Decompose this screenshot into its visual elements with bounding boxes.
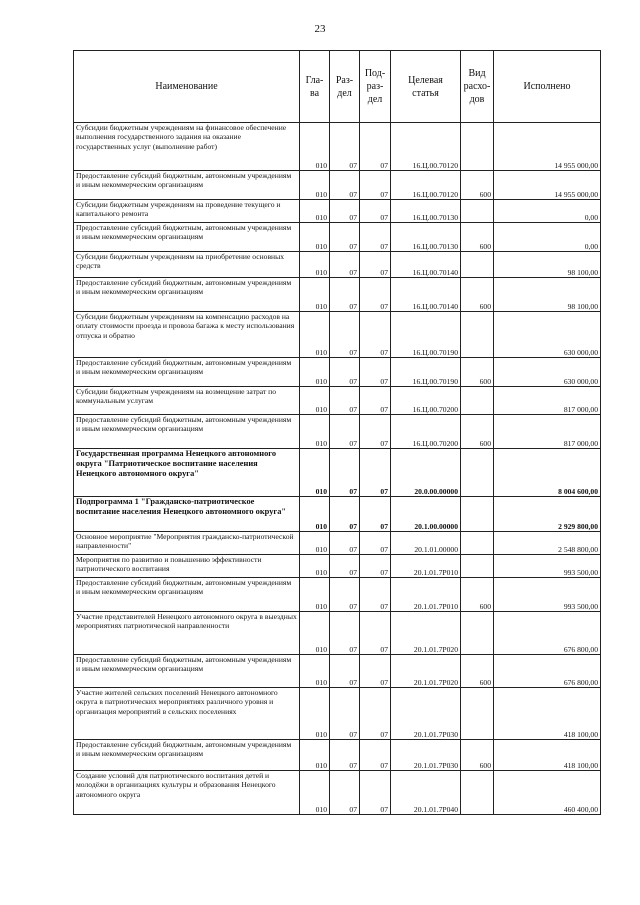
row-glava: 010 xyxy=(300,252,330,278)
row-target: 20.1.01.7Р010 xyxy=(391,555,461,578)
row-glava: 010 xyxy=(300,278,330,312)
header-vid: Вид расхо- дов xyxy=(461,51,494,123)
table-row xyxy=(74,771,601,815)
row-amount: 993 500,00 xyxy=(494,555,601,578)
row-glava: 010 xyxy=(300,415,330,449)
row-podrazdel: 07 xyxy=(360,449,391,497)
header-glava: Гла- ва xyxy=(300,51,330,123)
row-target: 20.1.01.7Р020 xyxy=(391,655,461,688)
header-podrazdel: Под- раз- дел xyxy=(360,51,391,123)
table-row xyxy=(74,578,601,612)
row-vid xyxy=(461,252,494,278)
row-target: 20.1.00.00000 xyxy=(391,497,461,532)
row-razdel: 07 xyxy=(330,449,360,497)
row-target: 20.1.01.7Р010 xyxy=(391,578,461,612)
row-razdel: 07 xyxy=(330,555,360,578)
row-amount: 993 500,00 xyxy=(494,578,601,612)
row-razdel: 07 xyxy=(330,740,360,771)
row-vid xyxy=(461,123,494,171)
row-amount: 676 800,00 xyxy=(494,655,601,688)
table-row xyxy=(74,171,601,200)
row-name: Субсидии бюджетным учреждениям на приобретение основных средств xyxy=(74,252,300,278)
row-target: 20.1.01.7Р040 xyxy=(391,771,461,815)
row-target: 16.Ц.00.70120 xyxy=(391,171,461,200)
row-vid xyxy=(461,688,494,740)
row-glava: 010 xyxy=(300,123,330,171)
row-podrazdel: 07 xyxy=(360,532,391,555)
row-name: Основное мероприятие "Мероприятия гражданско-патриотической направленности" xyxy=(74,532,300,555)
row-razdel: 07 xyxy=(330,655,360,688)
row-name: Государственная программа Ненецкого автономного округа "Патриотическое воспитание населения Ненецкого автономного округа" xyxy=(74,449,300,497)
row-glava: 010 xyxy=(300,655,330,688)
row-vid: 600 xyxy=(461,171,494,200)
row-target: 20.1.01.7Р020 xyxy=(391,612,461,655)
table-row xyxy=(74,555,601,578)
row-name: Создание условий для патриотического воспитания детей и молодёжи в организациях культуры и образования Ненецкого автономного округа xyxy=(74,771,300,815)
row-razdel: 07 xyxy=(330,771,360,815)
row-amount: 0,00 xyxy=(494,223,601,252)
table-header-row xyxy=(74,51,601,123)
table-row xyxy=(74,387,601,415)
row-glava: 010 xyxy=(300,312,330,358)
header-name: Наименование xyxy=(74,51,300,123)
row-glava: 010 xyxy=(300,387,330,415)
row-razdel: 07 xyxy=(330,578,360,612)
row-target: 16.Ц.00.70190 xyxy=(391,312,461,358)
row-target: 20.1.01.7Р030 xyxy=(391,740,461,771)
row-vid xyxy=(461,532,494,555)
row-amount: 98 100,00 xyxy=(494,252,601,278)
table-row xyxy=(74,123,601,171)
row-vid: 600 xyxy=(461,655,494,688)
row-target: 16.Ц.00.70190 xyxy=(391,358,461,387)
row-amount: 418 100,00 xyxy=(494,740,601,771)
table-row xyxy=(74,655,601,688)
row-vid xyxy=(461,312,494,358)
row-amount: 630 000,00 xyxy=(494,358,601,387)
row-glava: 010 xyxy=(300,449,330,497)
row-glava: 010 xyxy=(300,497,330,532)
row-podrazdel: 07 xyxy=(360,612,391,655)
row-vid: 600 xyxy=(461,578,494,612)
row-podrazdel: 07 xyxy=(360,387,391,415)
row-vid xyxy=(461,200,494,223)
row-amount: 418 100,00 xyxy=(494,688,601,740)
table-row xyxy=(74,223,601,252)
row-target: 20.1.01.7Р030 xyxy=(391,688,461,740)
row-target: 16.Ц.00.70200 xyxy=(391,387,461,415)
table-row xyxy=(74,740,601,771)
row-podrazdel: 07 xyxy=(360,200,391,223)
row-vid xyxy=(461,612,494,655)
budget-table xyxy=(73,50,601,815)
row-amount: 2 548 800,00 xyxy=(494,532,601,555)
row-amount: 98 100,00 xyxy=(494,278,601,312)
row-podrazdel: 07 xyxy=(360,688,391,740)
row-razdel: 07 xyxy=(330,252,360,278)
header-target: Целевая статья xyxy=(391,51,461,123)
table-row xyxy=(74,532,601,555)
table-row xyxy=(74,200,601,223)
row-name: Субсидии бюджетным учреждениям на финансовое обеспечение выполнения государственного задания на оказание государственных услуг (выполнение работ) xyxy=(74,123,300,171)
row-podrazdel: 07 xyxy=(360,740,391,771)
table-row xyxy=(74,252,601,278)
row-target: 16.Ц.00.70140 xyxy=(391,278,461,312)
header-razdel: Раз- дел xyxy=(330,51,360,123)
row-name: Предоставление субсидий бюджетным, автономным учреждениям и иным некоммерческим организациям xyxy=(74,740,300,771)
row-amount: 8 004 600,00 xyxy=(494,449,601,497)
row-name: Предоставление субсидий бюджетным, автономным учреждениям и иным некоммерческим организациям xyxy=(74,278,300,312)
table-row xyxy=(74,358,601,387)
row-amount: 14 955 000,00 xyxy=(494,123,601,171)
row-name: Мероприятия по развитию и повышению эффективности патриотического воспитания xyxy=(74,555,300,578)
row-razdel: 07 xyxy=(330,312,360,358)
row-podrazdel: 07 xyxy=(360,223,391,252)
table-row xyxy=(74,312,601,358)
row-target: 20.0.00.00000 xyxy=(391,449,461,497)
row-podrazdel: 07 xyxy=(360,171,391,200)
table-row xyxy=(74,278,601,312)
row-podrazdel: 07 xyxy=(360,252,391,278)
row-target: 16.Ц.00.70120 xyxy=(391,123,461,171)
table-row xyxy=(74,415,601,449)
row-vid: 600 xyxy=(461,358,494,387)
row-glava: 010 xyxy=(300,532,330,555)
row-podrazdel: 07 xyxy=(360,278,391,312)
row-glava: 010 xyxy=(300,171,330,200)
row-razdel: 07 xyxy=(330,278,360,312)
row-amount: 630 000,00 xyxy=(494,312,601,358)
row-glava: 010 xyxy=(300,358,330,387)
row-glava: 010 xyxy=(300,612,330,655)
row-name: Субсидии бюджетным учреждениям на проведение текущего и капитального ремонта xyxy=(74,200,300,223)
row-glava: 010 xyxy=(300,200,330,223)
row-amount: 817 000,00 xyxy=(494,387,601,415)
row-podrazdel: 07 xyxy=(360,655,391,688)
row-razdel: 07 xyxy=(330,497,360,532)
row-name: Предоставление субсидий бюджетным, автономным учреждениям и иным некоммерческим организациям xyxy=(74,358,300,387)
row-podrazdel: 07 xyxy=(360,497,391,532)
row-amount: 14 955 000,00 xyxy=(494,171,601,200)
row-name: Участие жителей сельских поселений Ненецкого автономного округа в патриотических мероприятиях различного уровня и организация мероприятий в сельских поселениях xyxy=(74,688,300,740)
row-glava: 010 xyxy=(300,223,330,252)
row-razdel: 07 xyxy=(330,688,360,740)
row-amount: 2 929 800,00 xyxy=(494,497,601,532)
page-number: 23 xyxy=(314,23,326,35)
row-name: Субсидии бюджетным учреждениям на возмещение затрат по коммунальным услугам xyxy=(74,387,300,415)
row-podrazdel: 07 xyxy=(360,771,391,815)
row-razdel: 07 xyxy=(330,612,360,655)
row-amount: 817 000,00 xyxy=(494,415,601,449)
row-name: Субсидии бюджетным учреждениям на компенсацию расходов на оплату стоимости проезда и провоза багажа к месту использования отпуска и обратно xyxy=(74,312,300,358)
table-row xyxy=(74,497,601,532)
row-razdel: 07 xyxy=(330,123,360,171)
row-vid: 600 xyxy=(461,278,494,312)
row-podrazdel: 07 xyxy=(360,578,391,612)
row-glava: 010 xyxy=(300,740,330,771)
row-glava: 010 xyxy=(300,555,330,578)
row-podrazdel: 07 xyxy=(360,123,391,171)
row-razdel: 07 xyxy=(330,223,360,252)
row-razdel: 07 xyxy=(330,358,360,387)
row-name: Предоставление субсидий бюджетным, автономным учреждениям и иным некоммерческим организациям xyxy=(74,578,300,612)
row-name: Предоставление субсидий бюджетным, автономным учреждениям и иным некоммерческим организациям xyxy=(74,655,300,688)
header-executed: Исполнено xyxy=(494,51,601,123)
row-target: 20.1.01.00000 xyxy=(391,532,461,555)
row-glava: 010 xyxy=(300,688,330,740)
row-name: Предоставление субсидий бюджетным, автономным учреждениям и иным некоммерческим организациям xyxy=(74,415,300,449)
table-row xyxy=(74,688,601,740)
row-vid: 600 xyxy=(461,740,494,771)
row-vid: 600 xyxy=(461,223,494,252)
row-name: Подпрограмма 1 "Гражданско-патриотическое воспитание населения Ненецкого автономного округа" xyxy=(74,497,300,532)
row-razdel: 07 xyxy=(330,532,360,555)
row-name: Предоставление субсидий бюджетным, автономным учреждениям и иным некоммерческим организациям xyxy=(74,223,300,252)
row-razdel: 07 xyxy=(330,200,360,223)
row-podrazdel: 07 xyxy=(360,555,391,578)
row-vid xyxy=(461,771,494,815)
row-target: 16.Ц.00.70130 xyxy=(391,200,461,223)
row-amount: 676 800,00 xyxy=(494,612,601,655)
row-razdel: 07 xyxy=(330,171,360,200)
row-podrazdel: 07 xyxy=(360,312,391,358)
row-name: Участие представителей Ненецкого автономного округа в выездных мероприятиях патриотической направленности xyxy=(74,612,300,655)
row-vid xyxy=(461,387,494,415)
table-row xyxy=(74,612,601,655)
row-razdel: 07 xyxy=(330,415,360,449)
table-row xyxy=(74,449,601,497)
row-name: Предоставление субсидий бюджетным, автономным учреждениям и иным некоммерческим организациям xyxy=(74,171,300,200)
row-target: 16.Ц.00.70130 xyxy=(391,223,461,252)
row-vid xyxy=(461,449,494,497)
row-target: 16.Ц.00.70200 xyxy=(391,415,461,449)
row-vid xyxy=(461,497,494,532)
row-vid: 600 xyxy=(461,415,494,449)
row-amount: 460 400,00 xyxy=(494,771,601,815)
row-podrazdel: 07 xyxy=(360,358,391,387)
row-glava: 010 xyxy=(300,771,330,815)
row-vid xyxy=(461,555,494,578)
row-target: 16.Ц.00.70140 xyxy=(391,252,461,278)
row-glava: 010 xyxy=(300,578,330,612)
row-razdel: 07 xyxy=(330,387,360,415)
row-amount: 0,00 xyxy=(494,200,601,223)
row-podrazdel: 07 xyxy=(360,415,391,449)
